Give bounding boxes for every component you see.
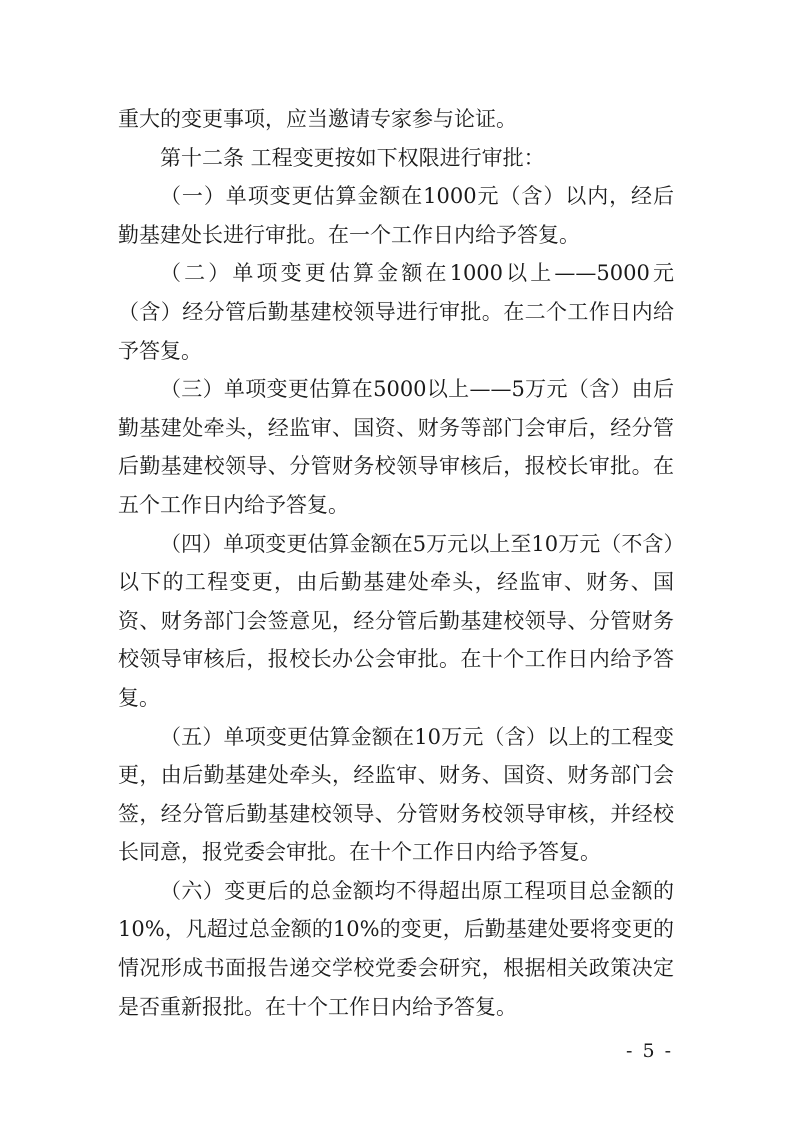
clause-2: （二）单项变更估算金额在1000以上——5000元（含）经分管后勤基建校领导进行审批。在二个工作日内给予答复。 — [118, 261, 674, 363]
page-number: - 5 - — [625, 1040, 673, 1062]
clause-3: （三）单项变更估算在5000以上——5万元（含）由后勤基建处牵头，经监审、国资、财务等部门会审后，经分管后勤基建校领导、分管财务校领导审核后，报校长审批。在五个工作日内给予答复。 — [118, 377, 674, 517]
clause-6: （六）变更后的总金额均不得超出原工程项目总金额的10%，凡超过总金额的10%的变更，后勤基建处要将变更的情况形成书面报告递交学校党委会研究，根据相关政策决定是否重新报批。在十个工作日内给予答复。 — [118, 878, 674, 1019]
document-body — [118, 100, 674, 1026]
clause-1: （一）单项变更估算金额在1000元（含）以内，经后勤基建处长进行审批。在一个工作日内给予答复。 — [118, 184, 674, 247]
clause-4: （四）单项变更估算金额在5万元以上至10万元（不含）以下的工程变更，由后勤基建处牵头，经监审、财务、国资、财务部门会签意见，经分管后勤基建校领导、分管财务校领导审核后，报校长办公会审批。在十个工作日内给予答复。 — [118, 531, 674, 710]
article-12-heading: 第十二条 工程变更按如下权限进行审批： — [160, 145, 545, 170]
clause-5: （五）单项变更估算金额在10万元（含）以上的工程变更，由后勤基建处牵头，经监审、财务、国资、财务部门会签，经分管后勤基建校领导、分管财务校领导审核，并经校长同意，报党委会审批。在十个工作日内给予答复。 — [118, 724, 674, 865]
paragraph-continuation: 重大的变更事项，应当邀请专家参与论证。 — [118, 107, 517, 131]
